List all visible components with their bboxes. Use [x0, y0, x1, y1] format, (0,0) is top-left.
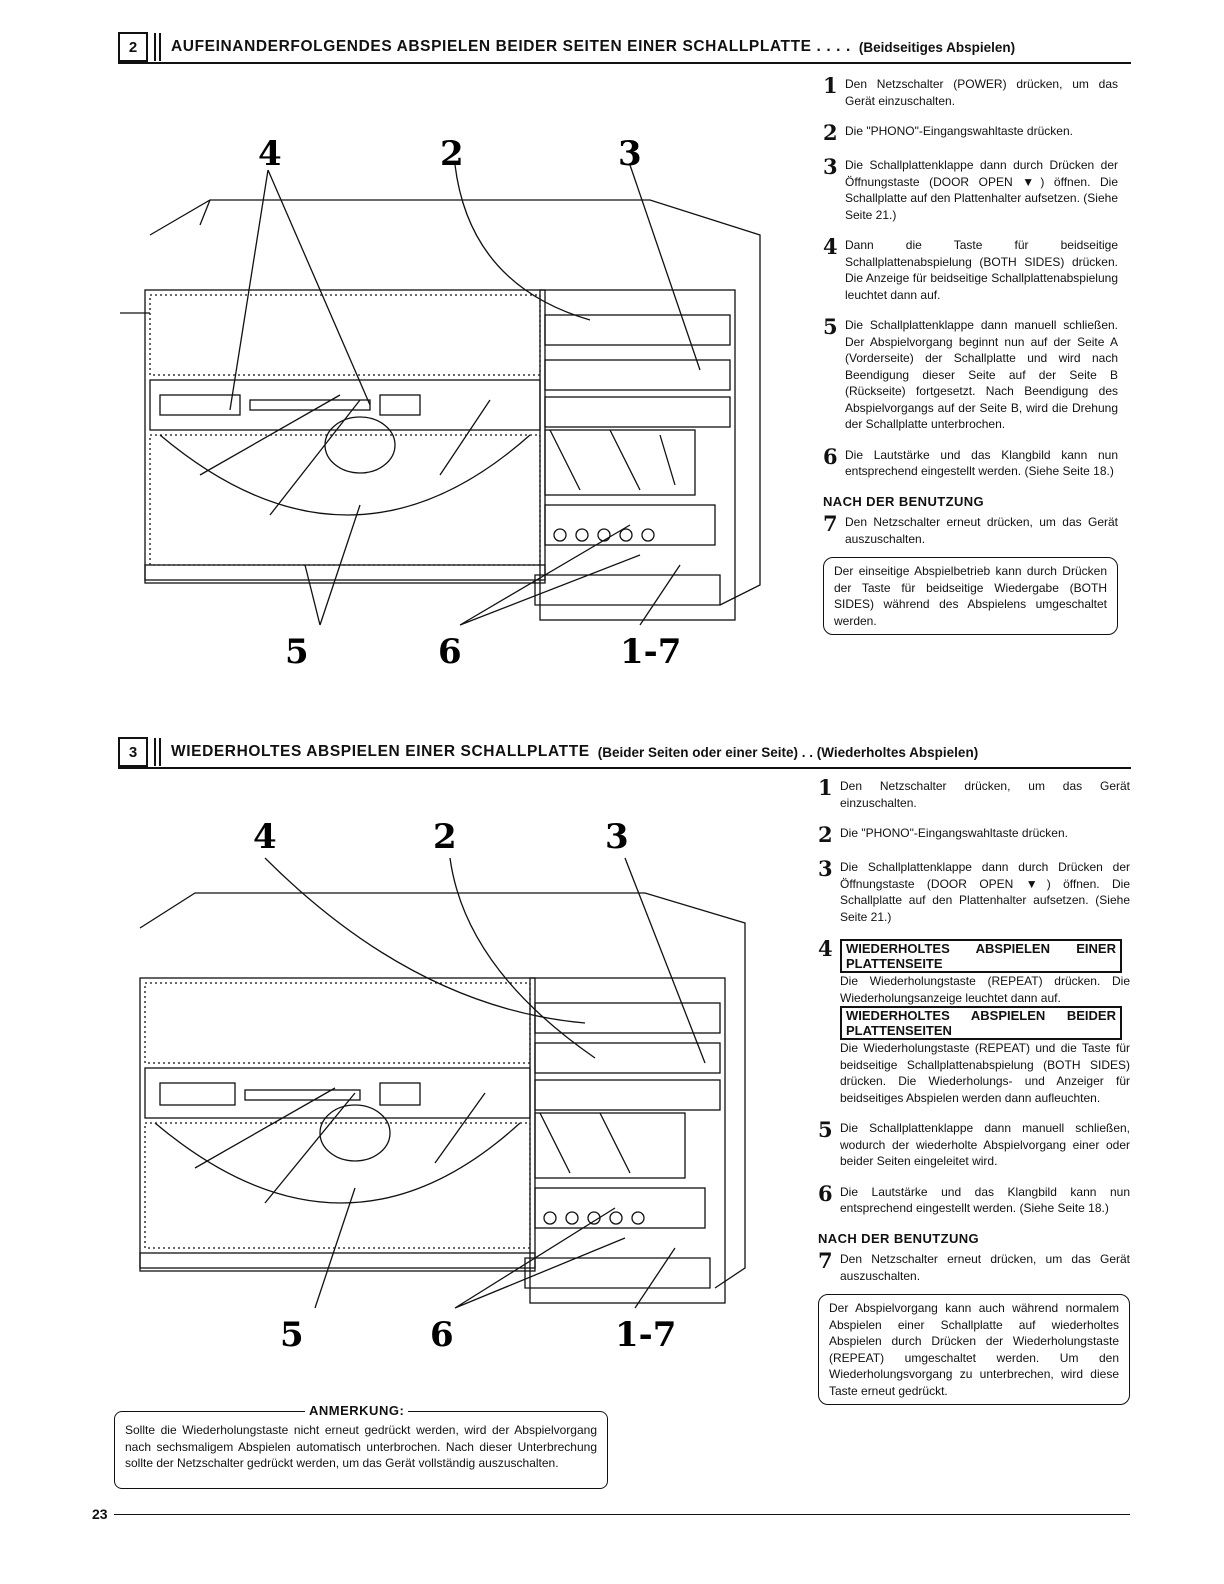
step-text: Die Wiederholungstaste (REPEAT) und die Taste für beidseitige Schallplattenabspielung (BOTH SIDES) drücken. Die Wiederholungs- und Anzeiger für beidseitiges Abspielen werden dann aufleuchten. [840, 1041, 1130, 1105]
step-text: Die Schallplattenklappe dann durch Drücken der Öffnungstaste (DOOR OPEN ▼) öffnen. Die Schallplatte auf den Plattenhalter aufsetzen. (Siehe Seite 21.) [845, 158, 1118, 222]
callout-5: 5 [285, 632, 309, 672]
callout-3: 3 [618, 134, 642, 174]
section-3-steps [818, 775, 1130, 1405]
boxed-heading: WIEDERHOLTES ABSPIELEN BEIDER PLATTENSEITEN [840, 1006, 1122, 1040]
step-number: 1 [823, 73, 838, 98]
divider [154, 738, 161, 766]
list-item [823, 314, 1118, 433]
list-item [818, 856, 1130, 925]
callout-1-7: 1-7 [615, 1315, 677, 1355]
step-text: Die Lautstärke und das Klangbild kann nun entsprechend eingestellt werden. (Siehe Seite 18.) [840, 1184, 1130, 1215]
list-item [818, 936, 1130, 1106]
callout-4: 4 [258, 134, 282, 174]
step-number: 4 [818, 936, 833, 961]
note-box: Der einseitige Abspielbetrieb kann durch Drücken der Taste für beidseitige Wiedergabe (BOTH SIDES) während des Abspielens umgeschaltet werden. [823, 557, 1118, 635]
step-text: Den Netzschalter erneut drücken, um das Gerät auszuschalten. [840, 1252, 1130, 1283]
list-item [823, 73, 1118, 109]
list-item [818, 1180, 1130, 1217]
callout-6: 6 [430, 1315, 454, 1355]
list-item [818, 822, 1130, 847]
section-title: WIEDERHOLTES ABSPIELEN EINER SCHALLPLATTE [171, 743, 590, 760]
callout-6: 6 [438, 632, 462, 672]
list-item [823, 120, 1118, 145]
step-text: Den Netzschalter erneut drücken, um das Gerät auszuschalten. [845, 515, 1118, 546]
section-number: 3 [118, 737, 148, 767]
after-use-heading: NACH DER BENUTZUNG [818, 1230, 980, 1246]
step-number: 1 [818, 775, 833, 800]
step-number: 7 [823, 511, 838, 536]
anmerkung-title: ANMERKUNG: [305, 1403, 408, 1418]
section-title: AUFEINANDERFOLGENDES ABSPIELEN BEIDER SEITEN EINER SCHALLPLATTE . . . . [171, 38, 851, 55]
step-text: Die Schallplattenklappe dann durch Drücken der Öffnungstaste (DOOR OPEN ▼) öffnen. Die Schallplatte auf den Plattenhalter aufsetzen. (Siehe Seite 21.) [840, 860, 1130, 924]
step-number: 6 [818, 1180, 833, 1206]
step-number: 7 [818, 1248, 833, 1273]
list-item [818, 1248, 1130, 1284]
step-number: 3 [823, 154, 838, 179]
step-text: Den Netzschalter drücken, um das Gerät einzuschalten. [840, 779, 1130, 810]
step-text: Dann die Taste für beidseitige Schallplattenabspielung (BOTH SIDES) drücken. Die Anzeige für beidseitige Schallplattenabspielung leuchtet dann auf. [845, 238, 1118, 302]
step-number: 2 [818, 822, 833, 847]
step-number: 5 [818, 1117, 833, 1142]
section-subtitle: (Beider Seiten oder einer Seite) . . (Wiederholtes Abspielen) [597, 744, 979, 760]
step-number: 2 [823, 120, 838, 145]
list-item [818, 775, 1130, 811]
step-text: Den Netzschalter (POWER) drücken, um das Gerät einzuschalten. [845, 77, 1118, 108]
callout-2: 2 [433, 818, 457, 857]
list-item [823, 443, 1118, 480]
callout-1-7: 1-7 [620, 632, 682, 672]
step-number: 3 [818, 856, 833, 881]
callout-3: 3 [605, 818, 629, 857]
anmerkung-text: Sollte die Wiederholungstaste nicht erneut gedrückt werden, wird der Abspielvorgang nach sechsmaligem Abspielen automatisch unterbrochen. Nach dieser Unterbrechung sollte der Netzschalter gedrückt werden, um das Gerät vollständig auszuschalten. [125, 1423, 597, 1470]
step-number: 5 [823, 314, 838, 339]
list-item [818, 1117, 1130, 1170]
section-3-header [118, 737, 1131, 769]
step-number: 6 [823, 443, 838, 469]
step-text: Die Lautstärke und das Klangbild kann nun entsprechend eingestellt werden. (Siehe Seite 18.) [845, 447, 1118, 478]
step-text: Die "PHONO"-Eingangswahltaste drücken. [840, 826, 1068, 840]
step-text: Die Schallplattenklappe dann manuell schließen, wodurch der wiederholte Abspielvorgang einer oder beider Seiten eingeleitet wird. [840, 1121, 1130, 1168]
note-box: Der Abspielvorgang kann auch während normalem Abspielen einer Schallplatte auf wiederholtes Abspielen durch Drücken der Wiederholungstaste (REPEAT) umgeschaltet werden. Um den Wiederholungsvorgang zu unterbrechen, wird diese Taste erneut gedrückt. [818, 1294, 1130, 1405]
step-text: Die "PHONO"-Eingangswahltaste drücken. [845, 124, 1073, 138]
callout-2: 2 [440, 134, 464, 174]
after-use-heading: NACH DER BENUTZUNG [823, 493, 985, 509]
list-item [823, 511, 1118, 547]
footer-rule [114, 1514, 1130, 1515]
section-2-steps [823, 73, 1118, 635]
step-text: Die Schallplattenklappe dann manuell schließen. Der Abspielvorgang beginnt nun auf der Seite A (Vorderseite) der Schallplatte und wird nach Beendigung dieser Seite auf der Seite B (Rückseite) fortgesetzt. Nach Beendigung des Abspielvorgangs auf der Seite B, wird die Drehung der Schallplatte unterbrochen. [845, 318, 1118, 431]
section-subtitle: (Beidseitiges Abspielen) [858, 39, 1016, 55]
section-number: 2 [118, 32, 148, 62]
stereo-illustration-2 [115, 818, 775, 1358]
divider [154, 33, 161, 61]
boxed-heading: WIEDERHOLTES ABSPIELEN EINER PLATTENSEITE [840, 939, 1122, 973]
list-item [823, 234, 1118, 303]
section-2-header [118, 32, 1131, 64]
callout-4: 4 [253, 818, 277, 857]
anmerkung-box [114, 1411, 608, 1489]
list-item [823, 154, 1118, 223]
stereo-illustration-1 [120, 125, 780, 685]
callout-5: 5 [280, 1315, 304, 1355]
step-text: Die Wiederholungstaste (REPEAT) drücken. Die Wiederholungsanzeige leuchtet dann auf. [840, 974, 1130, 1005]
page-number: 23 [92, 1506, 108, 1522]
step-number: 4 [823, 234, 838, 259]
